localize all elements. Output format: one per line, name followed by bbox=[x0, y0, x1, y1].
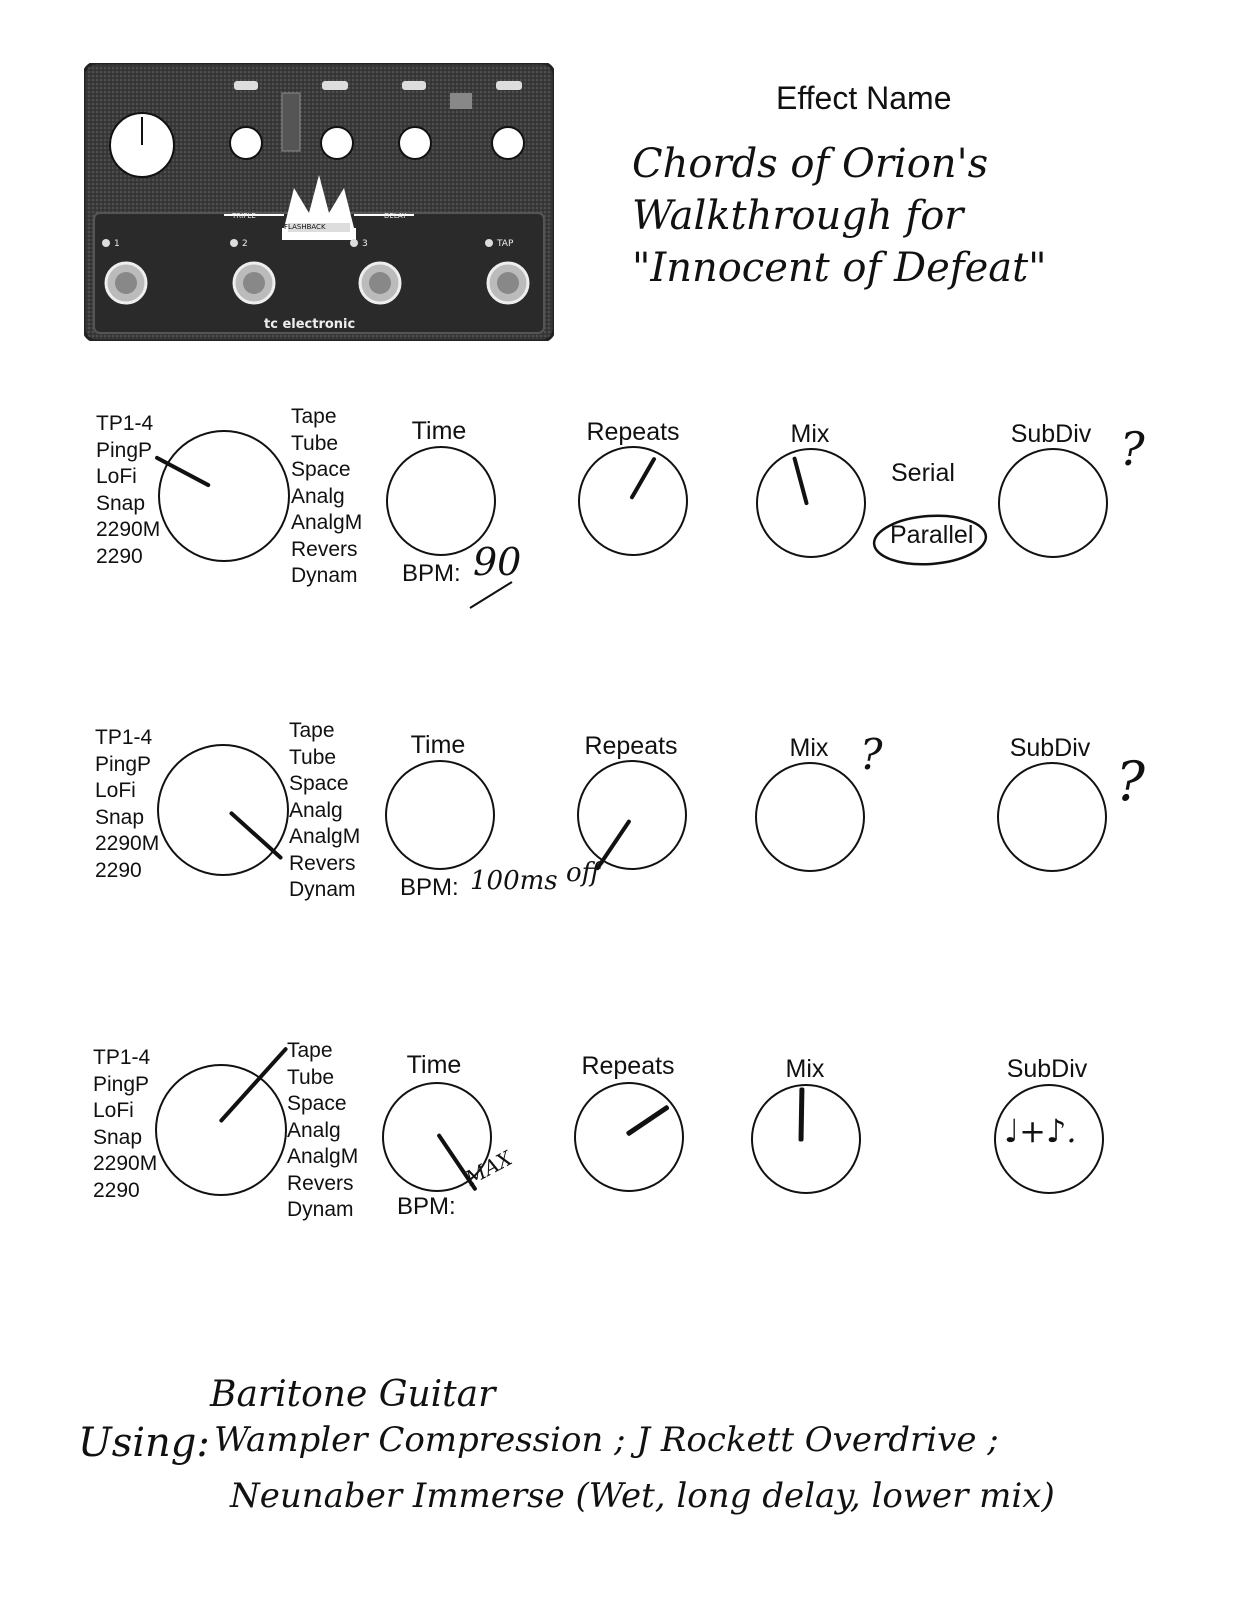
type-option: Tape bbox=[289, 719, 335, 742]
mix-knob[interactable] bbox=[751, 1084, 861, 1194]
type-option: Tube bbox=[289, 745, 337, 769]
mix-question-mark: ? bbox=[860, 730, 883, 779]
type-option: Revers bbox=[291, 537, 358, 561]
type-knob[interactable] bbox=[155, 1064, 287, 1196]
type-option: TP1-4 bbox=[95, 726, 153, 749]
switch-label-2: 2 bbox=[242, 239, 248, 249]
type-option: Revers bbox=[289, 851, 356, 875]
type-option: TP1-4 bbox=[96, 412, 154, 435]
type-option: Tube bbox=[291, 431, 339, 455]
type-list-right bbox=[287, 1038, 358, 1224]
repeats-knob[interactable] bbox=[574, 1082, 684, 1192]
pedal-image bbox=[84, 63, 554, 341]
time-knob[interactable] bbox=[385, 760, 495, 870]
type-knob[interactable] bbox=[158, 430, 290, 562]
repeats-off-note: off bbox=[566, 858, 601, 888]
walkthrough-title bbox=[632, 138, 1232, 294]
instrument-note: Baritone Guitar bbox=[210, 1374, 496, 1415]
type-option: Snap bbox=[96, 491, 146, 515]
bpm-label: BPM: bbox=[397, 1193, 456, 1220]
type-option: Tape bbox=[291, 405, 337, 428]
type-option: 2290M bbox=[95, 832, 160, 855]
type-knob[interactable] bbox=[157, 744, 289, 876]
type-list-right bbox=[289, 718, 360, 904]
mix-label: Mix bbox=[785, 1055, 825, 1083]
type-option: LoFi bbox=[96, 465, 137, 488]
type-option: PingP bbox=[95, 752, 152, 776]
type-list-left bbox=[95, 725, 159, 884]
mix-knob-pointer bbox=[799, 1087, 805, 1141]
repeats-label: Repeats bbox=[586, 418, 680, 446]
type-option: Analg bbox=[287, 1118, 341, 1142]
time-label: Time bbox=[411, 417, 467, 445]
type-option: Tube bbox=[287, 1065, 335, 1089]
bpm-label: BPM: bbox=[402, 560, 461, 587]
gear-line-1: Wampler Compression ; J Rockett Overdrive ; bbox=[214, 1420, 999, 1460]
crown-label: FLASHBACK bbox=[284, 223, 326, 231]
type-option: Space bbox=[289, 772, 349, 795]
type-option: Tape bbox=[287, 1039, 333, 1062]
title-line-2: Walkthrough for bbox=[632, 193, 964, 239]
serial-option[interactable]: Serial bbox=[891, 459, 955, 487]
type-option: Snap bbox=[93, 1125, 143, 1149]
subdiv-label: SubDiv bbox=[1009, 734, 1091, 762]
time-label: Time bbox=[406, 1051, 462, 1079]
type-option: 2290 bbox=[95, 858, 142, 882]
subdiv-knob[interactable] bbox=[997, 762, 1107, 872]
type-option: AnalgM bbox=[289, 825, 361, 848]
type-option: Space bbox=[287, 1092, 347, 1115]
bpm-value: MAX bbox=[461, 1145, 516, 1191]
switch-label-tap: TAP bbox=[497, 239, 514, 249]
title-line-1: Chords of Orion's bbox=[632, 141, 989, 187]
type-option: Analg bbox=[289, 798, 343, 822]
type-option: 2290 bbox=[93, 1178, 140, 1202]
using-label: Using: bbox=[78, 1420, 210, 1466]
switch-label-1: 1 bbox=[114, 239, 120, 249]
mix-label: Mix bbox=[790, 420, 830, 448]
bpm-value: 90 bbox=[473, 540, 522, 584]
time-label: Time bbox=[410, 731, 466, 759]
type-option: Analg bbox=[291, 484, 345, 508]
type-list-right bbox=[291, 404, 362, 590]
bar-label-left: TRIPLE bbox=[232, 212, 256, 220]
type-option: TP1-4 bbox=[93, 1046, 151, 1069]
pedal-photo bbox=[84, 63, 554, 341]
repeats-label: Repeats bbox=[584, 732, 678, 760]
type-option: LoFi bbox=[93, 1099, 134, 1122]
brand-logo: tc electronic bbox=[264, 317, 356, 332]
title-line-3: "Innocent of Defeat" bbox=[632, 245, 1047, 291]
type-list-left bbox=[96, 411, 160, 570]
type-option: LoFi bbox=[95, 779, 136, 802]
gear-line-2: Neunaber Immerse (Wet, long delay, lower mix) bbox=[230, 1476, 1055, 1516]
type-option: PingP bbox=[96, 438, 153, 462]
subdiv-label: SubDiv bbox=[1006, 1055, 1088, 1083]
type-option: AnalgM bbox=[291, 511, 363, 534]
type-option: PingP bbox=[93, 1072, 150, 1096]
type-option: Snap bbox=[95, 805, 145, 829]
type-option: Dynam bbox=[291, 564, 358, 587]
mix-label: Mix bbox=[789, 734, 829, 762]
subdiv-question-mark: ? bbox=[1116, 750, 1145, 813]
type-option: Dynam bbox=[287, 1198, 354, 1221]
type-option: 2290M bbox=[93, 1152, 158, 1175]
repeats-knob[interactable] bbox=[578, 446, 688, 556]
repeats-label: Repeats bbox=[581, 1052, 675, 1080]
type-option: Dynam bbox=[289, 878, 356, 901]
effect-name-label: Effect Name bbox=[776, 80, 952, 116]
bpm-label: BPM: bbox=[400, 874, 459, 901]
bar-label-right: DELAY bbox=[384, 212, 407, 220]
mix-knob[interactable] bbox=[755, 762, 865, 872]
switch-label-3: 3 bbox=[362, 239, 368, 249]
subdiv-knob[interactable] bbox=[998, 448, 1108, 558]
type-option: 2290M bbox=[96, 518, 161, 541]
mix-knob[interactable] bbox=[756, 448, 866, 558]
repeats-knob[interactable] bbox=[577, 760, 687, 870]
type-option: Space bbox=[291, 458, 351, 481]
type-option: Revers bbox=[287, 1171, 354, 1195]
subdiv-note-symbol: ♩+♪. bbox=[1004, 1112, 1077, 1150]
subdiv-question-mark: ? bbox=[1120, 422, 1145, 476]
type-option: AnalgM bbox=[287, 1145, 359, 1168]
subdiv-label: SubDiv bbox=[1010, 420, 1092, 448]
type-option: 2290 bbox=[96, 544, 143, 568]
parallel-option[interactable]: Parallel bbox=[890, 521, 974, 549]
bpm-value: 100ms bbox=[470, 866, 558, 896]
type-list-left bbox=[93, 1045, 157, 1204]
